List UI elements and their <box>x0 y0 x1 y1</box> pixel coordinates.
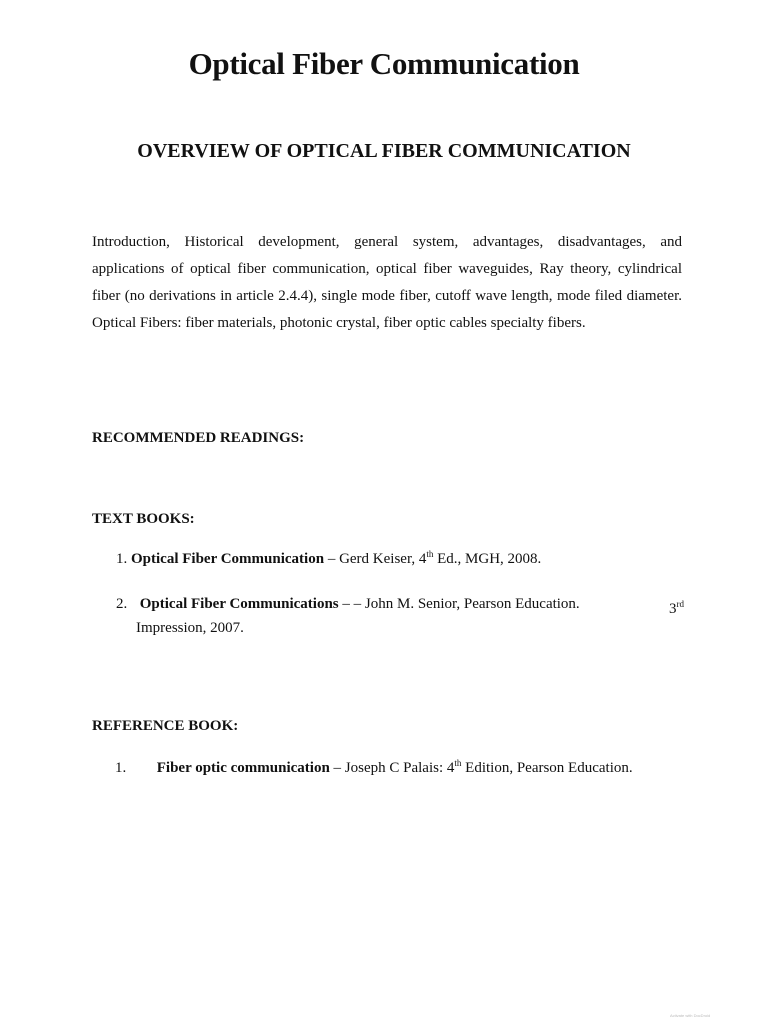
section-subtitle: OVERVIEW OF OPTICAL FIBER COMMUNICATION <box>137 140 631 162</box>
reference-book-heading: REFERENCE BOOK: <box>92 718 239 734</box>
reference-book-item-1 <box>115 758 633 777</box>
document-title: Optical Fiber Communication <box>188 46 580 81</box>
edition-number <box>669 592 684 621</box>
book-detail: – Joseph C Palais: 4 <box>329 760 455 776</box>
text-books-heading: TEXT BOOKS: <box>92 511 195 527</box>
intro-paragraph: Introduction, Historical development, general system, advantages, disadvantages, and applications of optical fiber communication, optical fiber waveguides, Ray theory, cylindrical fiber (no derivations in article 2.4.4), single mode fiber, cutoff wave length, mode filed diameter. Optical Fibers: fiber materials, photonic crystal, fiber optic cables specialty fibers. <box>92 234 682 331</box>
book-detail: – Gerd Keiser, 4 <box>324 551 427 567</box>
watermark-text: Activate with DocDroid <box>670 1013 711 1018</box>
book-detail-end: Edition, Pearson Education. <box>461 760 633 776</box>
edition-digit: 3 <box>669 601 677 617</box>
book-detail: – – John M. Senior, Pearson Education. <box>342 596 580 612</box>
book-detail-end: Ed., MGH, 2008. <box>433 551 542 567</box>
text-book-item-2 <box>116 592 684 640</box>
book-title: Optical Fiber Communication <box>131 551 325 567</box>
superscript: th <box>454 758 462 768</box>
text-book-item-1 <box>116 549 541 568</box>
list-number: 1. <box>115 760 127 776</box>
list-number: 1. <box>116 551 128 567</box>
recommended-readings-heading: RECOMMENDED READINGS: <box>92 430 305 446</box>
list-number: 2. <box>116 596 128 612</box>
book-title: Fiber optic communication <box>156 760 330 776</box>
superscript: rd <box>676 599 684 609</box>
book-title: Optical Fiber Communications <box>139 596 339 612</box>
superscript: th <box>426 549 434 559</box>
book-detail-second-line: Impression, 2007. <box>136 620 244 636</box>
